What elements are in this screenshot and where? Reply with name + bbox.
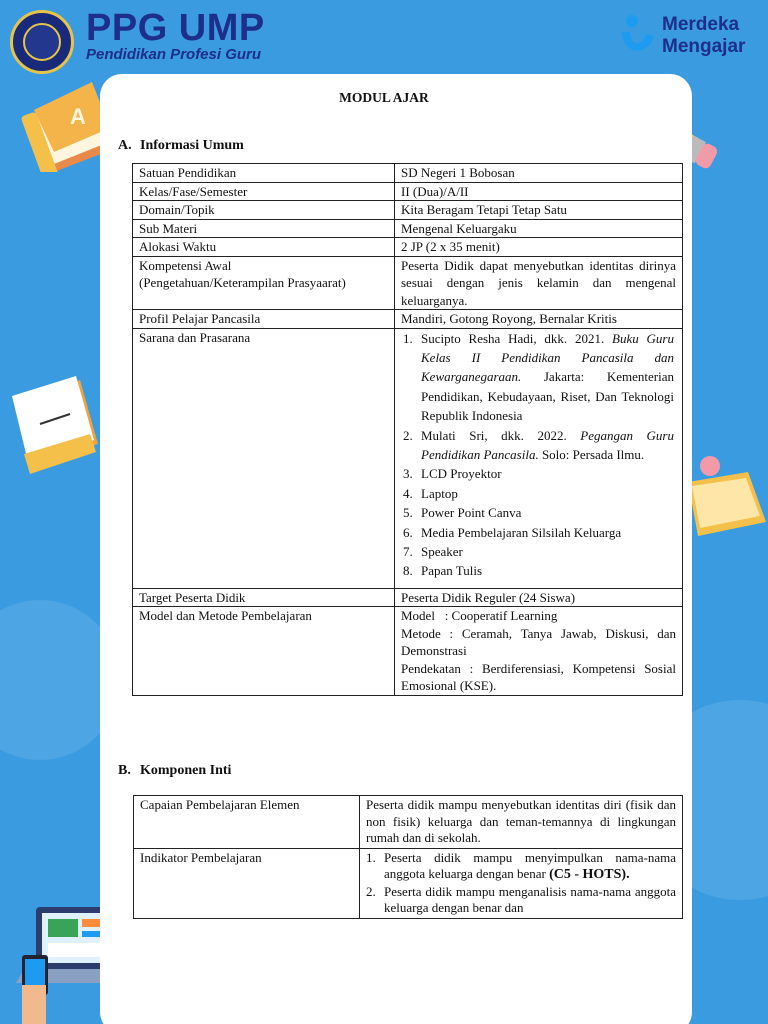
informasi-umum-table — [132, 163, 683, 696]
list-number: 8. — [403, 563, 413, 579]
ref-title: Pegangan Guru Pendidikan Pancasila. — [421, 427, 674, 462]
list-text: Speaker — [421, 543, 463, 559]
row-value: II (Dua)/A/II — [395, 182, 683, 201]
brand-subtitle: Pendidikan Profesi Guru — [86, 46, 262, 63]
row-value: SD Negeri 1 Bobosan — [395, 164, 683, 183]
section-a-heading — [118, 138, 244, 154]
row-label: Sub Materi — [133, 219, 395, 238]
notebook-illustration-icon — [10, 374, 100, 484]
table-row — [134, 796, 683, 849]
ref-publisher: Solo: Persada Ilmu. — [538, 446, 645, 462]
section-a-title: Informasi Umum — [140, 138, 244, 153]
row-value: Peserta didik mampu menyebutkan identitas diri (fisik dan non fisik) keluarga dan teman-temannya di lingkungan rumah dan di sekolah. — [360, 796, 683, 849]
row-label: Model dan Metode Pembelajaran — [133, 607, 395, 696]
row-label-line1: Kompetensi Awal — [139, 257, 232, 273]
list-number: 5. — [403, 505, 413, 521]
list-item — [401, 329, 676, 426]
indikator-level: (C5 - HOTS). — [549, 867, 630, 882]
list-item — [366, 884, 676, 917]
list-number: 1. — [366, 849, 376, 865]
row-value-indikator — [360, 848, 683, 918]
merdeka-mengajar-logo-icon — [618, 14, 658, 64]
list-text: LCD Proyektor — [421, 466, 502, 482]
list-text: Papan Tulis — [421, 563, 483, 579]
row-value-model-metode — [395, 607, 683, 696]
list-item — [366, 850, 676, 884]
table-row — [133, 328, 683, 588]
row-label: Alokasi Waktu — [133, 238, 395, 257]
list-item — [401, 484, 676, 503]
list-number: 3. — [403, 466, 413, 482]
row-value: Mandiri, Gotong Royong, Bernalar Kritis — [395, 310, 683, 329]
ref-author: Sucipto Resha Hadi, dkk. 2021. — [421, 330, 613, 346]
table-row — [133, 310, 683, 329]
table-row — [133, 256, 683, 310]
book-illustration-icon — [688, 452, 768, 542]
list-number: 1. — [403, 330, 413, 346]
row-label: Profil Pelajar Pancasila — [133, 310, 395, 329]
table-row — [133, 182, 683, 201]
ref-author: Mulati Sri, dkk. 2022. — [421, 427, 581, 443]
pendekatan-text: Pendekatan : Berdiferensiasi, Kompetensi Sosial Emosional (KSE). — [401, 660, 676, 694]
row-value-sarana — [395, 328, 683, 588]
ref-title: Buku Guru Kelas II Pendidikan Pancasila dan Kewarganegaraan. — [421, 330, 674, 385]
list-item — [401, 561, 676, 580]
list-number: 7. — [403, 543, 413, 559]
list-number: 2. — [366, 883, 376, 899]
indikator-list — [366, 850, 676, 917]
row-label: Sarana dan Prasarana — [133, 328, 395, 588]
list-item — [401, 464, 676, 483]
ref-publisher: Jakarta: Kementerian Pendidikan, Kebudayaan, Riset, Dan Teknologi Republik Indonesia — [421, 369, 674, 424]
model-text: Model : Cooperatif Learning — [401, 608, 558, 624]
document-title: MODUL AJAR — [339, 90, 429, 105]
merdeka-mengajar-logo — [662, 14, 745, 58]
row-label: Satuan Pendidikan — [133, 164, 395, 183]
table-row — [133, 588, 683, 607]
table-row — [133, 219, 683, 238]
list-text — [421, 329, 676, 426]
list-number: 6. — [403, 524, 413, 540]
table-row — [133, 607, 683, 696]
list-item — [401, 426, 676, 465]
partner-logo-line2: Mengajar — [662, 36, 746, 57]
list-text: Power Point Canva — [421, 505, 522, 521]
komponen-inti-table — [133, 795, 683, 919]
list-item — [401, 523, 676, 542]
list-number: 2. — [403, 427, 413, 443]
list-number: 4. — [403, 485, 413, 501]
list-item — [401, 542, 676, 561]
brand-title: PPG UMP — [86, 7, 265, 49]
list-text — [384, 850, 676, 884]
row-value: Peserta Didik dapat menyebutkan identitas dirinya sesuai dengan jenis kelamin dan mengenal keluarganya. — [395, 256, 683, 310]
section-a-letter: A. — [118, 138, 132, 153]
row-label: Kelas/Fase/Semester — [133, 182, 395, 201]
list-text: Peserta didik mampu menganalisis nama-nama anggota keluarga dengan benar dan — [384, 883, 676, 915]
list-item — [401, 503, 676, 522]
table-row — [133, 164, 683, 183]
row-label: Domain/Topik — [133, 201, 395, 220]
row-label: Capaian Pembelajaran Elemen — [134, 796, 360, 849]
section-b-title: Komponen Inti — [140, 763, 232, 778]
row-value: 2 JP (2 x 35 menit) — [395, 238, 683, 257]
list-text: Laptop — [421, 485, 458, 501]
table-row — [134, 848, 683, 918]
table-row — [133, 201, 683, 220]
svg-text:A: A — [70, 104, 86, 129]
row-label: Indikator Pembelajaran — [134, 848, 360, 918]
row-label-line2: (Pengetahuan/Keterampilan Prasyaarat) — [139, 275, 346, 290]
indikator-text: Peserta didik mampu menyimpulkan nama-nama anggota keluarga dengan benar — [384, 849, 676, 881]
list-text: Media Pembelajaran Silsilah Keluarga — [421, 524, 622, 540]
list-text — [421, 426, 676, 465]
section-b-letter: B. — [118, 763, 131, 778]
metode-text: Metode : Ceramah, Tanya Jawab, Diskusi, dan Demonstrasi — [401, 625, 676, 659]
table-row — [133, 238, 683, 257]
row-value: Mengenal Keluargaku — [395, 219, 683, 238]
row-label — [133, 256, 395, 310]
partner-logo-line1: Merdeka — [662, 14, 740, 35]
row-value: Kita Beragam Tetapi Tetap Satu — [395, 201, 683, 220]
row-label: Target Peserta Didik — [133, 588, 395, 607]
section-b-heading — [118, 763, 231, 779]
row-value: Peserta Didik Reguler (24 Siswa) — [395, 588, 683, 607]
sarana-list — [401, 329, 676, 581]
